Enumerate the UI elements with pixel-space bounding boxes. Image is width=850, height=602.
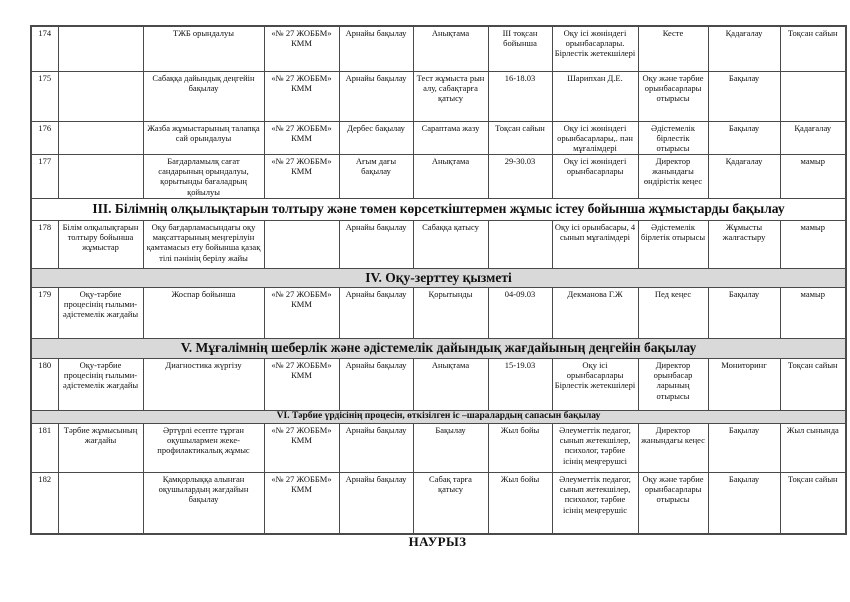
cell-direction: Оқу-тәрбие процесінің ғылыми-әдістемелік жағдайы xyxy=(58,359,143,411)
cell-review-venue: Әдістемелік бірлестік отырысы xyxy=(638,121,708,155)
cell-direction: Білім олқылықтарын толтыру бойынша жұмыстар xyxy=(58,221,143,269)
cell-result: Бақылау xyxy=(708,424,780,473)
cell-control-form: Сабаққа қатысу xyxy=(413,221,488,269)
cell-object: «№ 27 ЖОББМ» КММ xyxy=(264,473,339,534)
cell-content: Бағдарламылқ сағат сандарының орындалуы, қорытынды бағаладрың қойылуы xyxy=(143,155,264,199)
cell-row-number: 178 xyxy=(31,221,58,269)
cell-date: 16-18.03 xyxy=(488,71,552,121)
cell-result: Қадағалау xyxy=(708,26,780,71)
cell-object: «№ 27 ЖОББМ» КММ xyxy=(264,155,339,199)
cell-content: ТЖБ орындалуы xyxy=(143,26,264,71)
table-row xyxy=(31,26,846,71)
cell-object: «№ 27 ЖОББМ» КММ xyxy=(264,121,339,155)
cell-review-venue: Директор жанындағы кеңес xyxy=(638,424,708,473)
section-title: IV. Оқу-зерттеу қызметі xyxy=(31,269,846,288)
cell-review-venue: Кесте xyxy=(638,26,708,71)
section-header-row xyxy=(31,339,846,359)
cell-row-number: 175 xyxy=(31,71,58,121)
cell-responsible: Шарипхан Д.Е. xyxy=(552,71,638,121)
cell-note: Тоқсан сайын xyxy=(780,359,846,411)
cell-responsible: Оқу ісі жөніндегі орынбасарлары. Бірлестік жетекшілері xyxy=(552,26,638,71)
cell-content: Жазба жұмыстарының талапқа сай орындалуы xyxy=(143,121,264,155)
cell-control-form: Бақылау xyxy=(413,424,488,473)
cell-date: III тоқсан бойынша xyxy=(488,26,552,71)
section-title: III. Білімнің олқылықтарын толтыру және төмен көрсеткіштермен жұмыс істеу бойынша жұмыстарды бақылау xyxy=(31,199,846,221)
cell-control-form: Қорытынды xyxy=(413,288,488,339)
cell-responsible: Әлеуметтік педагог, сынып жетекшілер, психолог, тәрбие ісінің меңгерушсі xyxy=(552,424,638,473)
cell-responsible: Оқу ісі жөніндегі орынбасарлары xyxy=(552,155,638,199)
month-title: НАУРЫЗ xyxy=(408,534,467,549)
cell-content: Диагностика жүргізу xyxy=(143,359,264,411)
cell-result: Бақылау xyxy=(708,121,780,155)
table-row xyxy=(31,359,846,411)
section-title: VI. Тәрбие үрдісінің процесін, өткізілген іс –шаралардың сапасын бақылау xyxy=(31,411,846,424)
cell-review-venue: Пед кеңес xyxy=(638,288,708,339)
table-row xyxy=(31,288,846,339)
cell-row-number: 179 xyxy=(31,288,58,339)
cell-responsible: Декманова Г.Ж xyxy=(552,288,638,339)
cell-content: Қамқорлыққа алынған оқушылардың жағдайын бақылау xyxy=(143,473,264,534)
cell-direction: Тәрбие жұмысының жағдайы xyxy=(58,424,143,473)
cell-content: Әртүрлі есепте тұрған оқушылармен жеке-профилактикалық жұмыс xyxy=(143,424,264,473)
cell-control-type: Арнайы бақылау xyxy=(339,424,413,473)
cell-control-type: Ағым дағы бақылау xyxy=(339,155,413,199)
control-plan-table xyxy=(30,25,847,535)
cell-date: 15-19.03 xyxy=(488,359,552,411)
cell-note: Тоқсан сайын xyxy=(780,473,846,534)
cell-row-number: 182 xyxy=(31,473,58,534)
cell-date: 29-30.03 xyxy=(488,155,552,199)
cell-row-number: 174 xyxy=(31,26,58,71)
cell-review-venue: Оқу және тәрбие орынбасарлары отырысы xyxy=(638,71,708,121)
cell-direction xyxy=(58,26,143,71)
cell-note: мамыр xyxy=(780,221,846,269)
cell-row-number: 180 xyxy=(31,359,58,411)
cell-content: Жоспар бойынша xyxy=(143,288,264,339)
cell-object: «№ 27 ЖОББМ» КММ xyxy=(264,26,339,71)
cell-content: Оқу бағдарламасындағы оқу мақсаттарының меңгерілуін қамтамасыз ету бойынша қазақ тілі пәнінің берілу жайы xyxy=(143,221,264,269)
section-header-row xyxy=(31,411,846,424)
cell-review-venue: Директор орынбасар ларының отырысы xyxy=(638,359,708,411)
table-row xyxy=(31,71,846,121)
plan-table-body xyxy=(31,26,846,534)
cell-direction xyxy=(58,473,143,534)
cell-result: Бақылау xyxy=(708,473,780,534)
cell-note: Қадағалау xyxy=(780,121,846,155)
cell-note: Тоқсан сайын xyxy=(780,26,846,71)
cell-row-number: 181 xyxy=(31,424,58,473)
table-row xyxy=(31,424,846,473)
cell-date: Тоқсан сайын xyxy=(488,121,552,155)
cell-object: «№ 27 ЖОББМ» КММ xyxy=(264,424,339,473)
cell-direction xyxy=(58,155,143,199)
cell-date xyxy=(488,221,552,269)
cell-control-form: Анықтама xyxy=(413,155,488,199)
cell-date: 04-09.03 xyxy=(488,288,552,339)
cell-review-venue: Әдістемелік бірлетік отырысы xyxy=(638,221,708,269)
cell-object xyxy=(264,221,339,269)
cell-control-type: Арнайы бақылау xyxy=(339,26,413,71)
cell-responsible: Оқу ісі орынбасарлары Бірлестік жетекшілері xyxy=(552,359,638,411)
cell-control-form: Сабақ тарға қатысу xyxy=(413,473,488,534)
cell-row-number: 176 xyxy=(31,121,58,155)
cell-content: Сабаққа дайындық деңгейін бақылау xyxy=(143,71,264,121)
cell-object: «№ 27 ЖОББМ» КММ xyxy=(264,359,339,411)
cell-note: мамыр xyxy=(780,288,846,339)
cell-review-venue: Оқу және тәрбие орынбасарлары отырысы xyxy=(638,473,708,534)
table-row xyxy=(31,473,846,534)
cell-responsible: Оқу ісі жөніндегі орынбасарлары,. пән мұғалімдері xyxy=(552,121,638,155)
table-row xyxy=(31,155,846,199)
cell-control-type: Арнайы бақылау xyxy=(339,221,413,269)
section-header-row xyxy=(31,199,846,221)
cell-direction: Оқу-тәрбие процесінің ғылыми-әдістемелік жағдайы xyxy=(58,288,143,339)
cell-date: Жыл бойы xyxy=(488,424,552,473)
cell-responsible: Оқу ісі орынбасары, 4 сынып мұғалімдері xyxy=(552,221,638,269)
section-title: V. Мұғалімнің шеберлік және әдістемелік дайындық жағдайының деңгейін бақылау xyxy=(31,339,846,359)
cell-row-number: 177 xyxy=(31,155,58,199)
cell-result: Жұмысты жалғастыру xyxy=(708,221,780,269)
cell-review-venue: Директор жанындағы өндірістік кеңес xyxy=(638,155,708,199)
cell-control-type: Арнайы бақылау xyxy=(339,359,413,411)
cell-direction xyxy=(58,121,143,155)
cell-note: Жыл сынында xyxy=(780,424,846,473)
cell-direction xyxy=(58,71,143,121)
cell-control-form: Анықтама xyxy=(413,359,488,411)
cell-note: мамыр xyxy=(780,155,846,199)
cell-note xyxy=(780,71,846,121)
cell-result: Қадағалау xyxy=(708,155,780,199)
section-header-row xyxy=(31,269,846,288)
cell-control-type: Арнайы бақылау xyxy=(339,71,413,121)
table-row xyxy=(31,221,846,269)
cell-object: «№ 27 ЖОББМ» КММ xyxy=(264,71,339,121)
cell-responsible: Әлеуметтік педагог, сынып жетекшілер, психолог, тәрбие ісінің меңгерушіс xyxy=(552,473,638,534)
cell-date: Жыл бойы xyxy=(488,473,552,534)
table-row xyxy=(31,121,846,155)
cell-control-type: Дербес бақылау xyxy=(339,121,413,155)
cell-control-type: Арнайы бақылау xyxy=(339,473,413,534)
cell-result: Бақылау xyxy=(708,71,780,121)
cell-object: «№ 27 ЖОББМ» КММ xyxy=(264,288,339,339)
cell-result: Бақылау xyxy=(708,288,780,339)
cell-result: Мониторинг xyxy=(708,359,780,411)
cell-control-type: Арнайы бақылау xyxy=(339,288,413,339)
cell-control-form: Анықтама xyxy=(413,26,488,71)
cell-control-form: Сараптама жазу xyxy=(413,121,488,155)
cell-control-form: Тест жұмыста рын алу, сабақтарға қатысу xyxy=(413,71,488,121)
